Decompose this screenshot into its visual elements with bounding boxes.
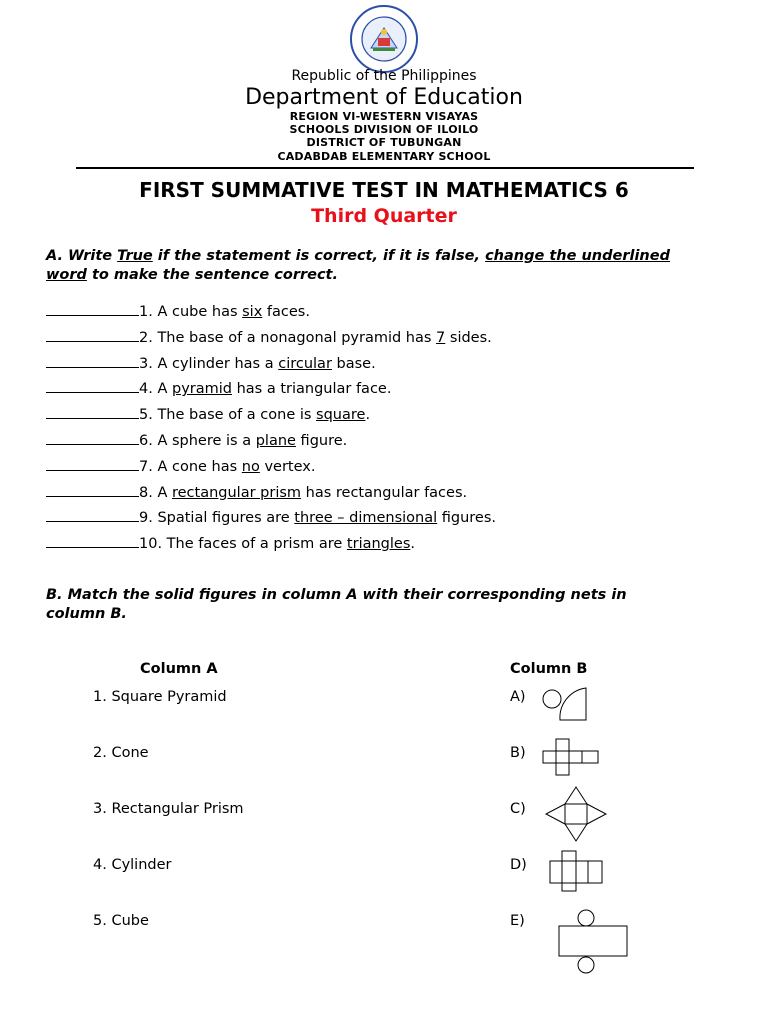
column-a-item: 4. Cylinder xyxy=(93,857,172,873)
item-text: A sphere is a xyxy=(152,433,256,449)
republic-text: Republic of the Philippines xyxy=(291,68,477,84)
item-number: 10. xyxy=(139,536,163,553)
item-number: 4. xyxy=(139,381,153,398)
part-a-label: A. xyxy=(46,248,63,264)
item-number: 8. xyxy=(139,484,153,501)
answer-blank[interactable] xyxy=(46,404,139,419)
item-number: 3. xyxy=(139,355,153,372)
underlined-word: circular xyxy=(278,355,332,372)
answer-blank[interactable] xyxy=(46,430,139,445)
item-text: Spatial figures are xyxy=(152,510,295,527)
school-text: CADABDAB ELEMENTARY SCHOOL xyxy=(277,150,491,163)
item-text: A xyxy=(152,484,172,501)
answer-blank[interactable] xyxy=(46,533,139,548)
answer-blank[interactable] xyxy=(46,456,139,471)
cube-net-icon xyxy=(542,738,602,778)
item-text: vertex. xyxy=(259,458,316,475)
part-a-instructions xyxy=(46,247,736,285)
column-b-label: E) xyxy=(510,913,525,929)
instr-text: to make the sentence correct. xyxy=(86,267,338,283)
header-divider xyxy=(76,167,694,169)
item-text: A cylinder has a xyxy=(152,355,279,372)
region-text: REGION VI-WESTERN VISAYAS xyxy=(289,110,479,123)
underlined-word: 7 xyxy=(436,329,446,346)
item-number: 7. xyxy=(139,458,153,475)
item-text: has a triangular face. xyxy=(231,381,392,398)
item-text: The faces of a prism are xyxy=(162,536,347,553)
underlined-word: triangles xyxy=(346,536,411,553)
true-false-item xyxy=(46,353,376,372)
answer-blank[interactable] xyxy=(46,378,139,393)
item-number: 6. xyxy=(139,433,153,449)
column-a-item: 2. Cone xyxy=(93,745,149,761)
column-a-heading: Column A xyxy=(140,661,218,677)
instr-text: Write xyxy=(63,248,118,264)
true-false-item xyxy=(46,533,415,552)
instr-true: True xyxy=(117,248,153,264)
underlined-word: pyramid xyxy=(171,381,232,398)
true-false-item xyxy=(46,327,492,346)
department-title: Department of Education xyxy=(245,85,523,110)
column-b-heading: Column B xyxy=(510,661,588,677)
true-false-item xyxy=(46,507,496,526)
item-text: A cube has xyxy=(152,304,243,320)
item-text: The base of a cone is xyxy=(152,407,317,424)
item-number: 1. xyxy=(139,304,153,320)
column-b-label: C) xyxy=(510,801,526,817)
underlined-word: square xyxy=(316,407,366,424)
part-b-label: B. xyxy=(46,587,63,603)
item-text: figures. xyxy=(437,510,497,527)
underlined-word: plane xyxy=(255,433,296,449)
true-false-item xyxy=(46,301,310,320)
item-text: base. xyxy=(331,355,376,372)
instr-word: word xyxy=(46,267,87,283)
rectangular-prism-net-icon xyxy=(548,850,606,892)
underlined-word: no xyxy=(241,458,260,475)
answer-blank[interactable] xyxy=(46,482,139,497)
item-number: 2. xyxy=(139,329,153,346)
item-text: has rectangular faces. xyxy=(301,484,468,501)
test-title: FIRST SUMMATIVE TEST IN MATHEMATICS 6 xyxy=(139,178,629,202)
quarter-subtitle: Third Quarter xyxy=(311,205,457,227)
item-text: . xyxy=(365,407,371,424)
district-text: DISTRICT OF TUBUNGAN xyxy=(306,136,462,149)
item-text: A cone has xyxy=(152,458,242,475)
school-seal-logo xyxy=(349,4,419,74)
item-text: . xyxy=(410,536,415,553)
part-b-instructions xyxy=(46,586,736,624)
column-a-item: 1. Square Pyramid xyxy=(93,689,227,705)
item-text: The base of a nonagonal pyramid has xyxy=(152,329,437,346)
answer-blank[interactable] xyxy=(46,327,139,342)
item-text: figure. xyxy=(295,433,348,449)
instr-change: change the underlined xyxy=(485,248,670,264)
true-false-item xyxy=(46,482,467,501)
true-false-item xyxy=(46,404,370,423)
column-a-item: 3. Rectangular Prism xyxy=(93,801,244,817)
underlined-word: rectangular prism xyxy=(171,484,302,501)
square-pyramid-net-icon xyxy=(544,786,608,842)
instr-text: Match the solid figures in column A with their corresponding nets in xyxy=(62,587,627,603)
answer-blank[interactable] xyxy=(46,301,139,316)
instr-text: if the statement is correct, if it is false, xyxy=(152,248,486,264)
item-number: 9. xyxy=(139,510,153,527)
column-b-label: B) xyxy=(510,745,526,761)
true-false-item xyxy=(46,456,315,475)
column-a-item: 5. Cube xyxy=(93,913,149,929)
answer-blank[interactable] xyxy=(46,353,139,368)
cone-net-icon xyxy=(540,686,590,722)
item-text: A xyxy=(152,381,172,398)
instr-text: column B. xyxy=(46,606,127,622)
cylinder-net-icon xyxy=(556,908,630,976)
division-text: SCHOOLS DIVISION OF ILOILO xyxy=(289,123,479,136)
answer-blank[interactable] xyxy=(46,507,139,522)
item-number: 5. xyxy=(139,407,153,424)
column-b-label: A) xyxy=(510,689,526,705)
item-text: sides. xyxy=(445,329,492,346)
true-false-item xyxy=(46,378,391,397)
underlined-word: three – dimensional xyxy=(294,510,438,527)
underlined-word: six xyxy=(242,304,263,320)
column-b-label: D) xyxy=(510,857,527,873)
true-false-item xyxy=(46,430,347,449)
item-text: faces. xyxy=(262,304,310,320)
